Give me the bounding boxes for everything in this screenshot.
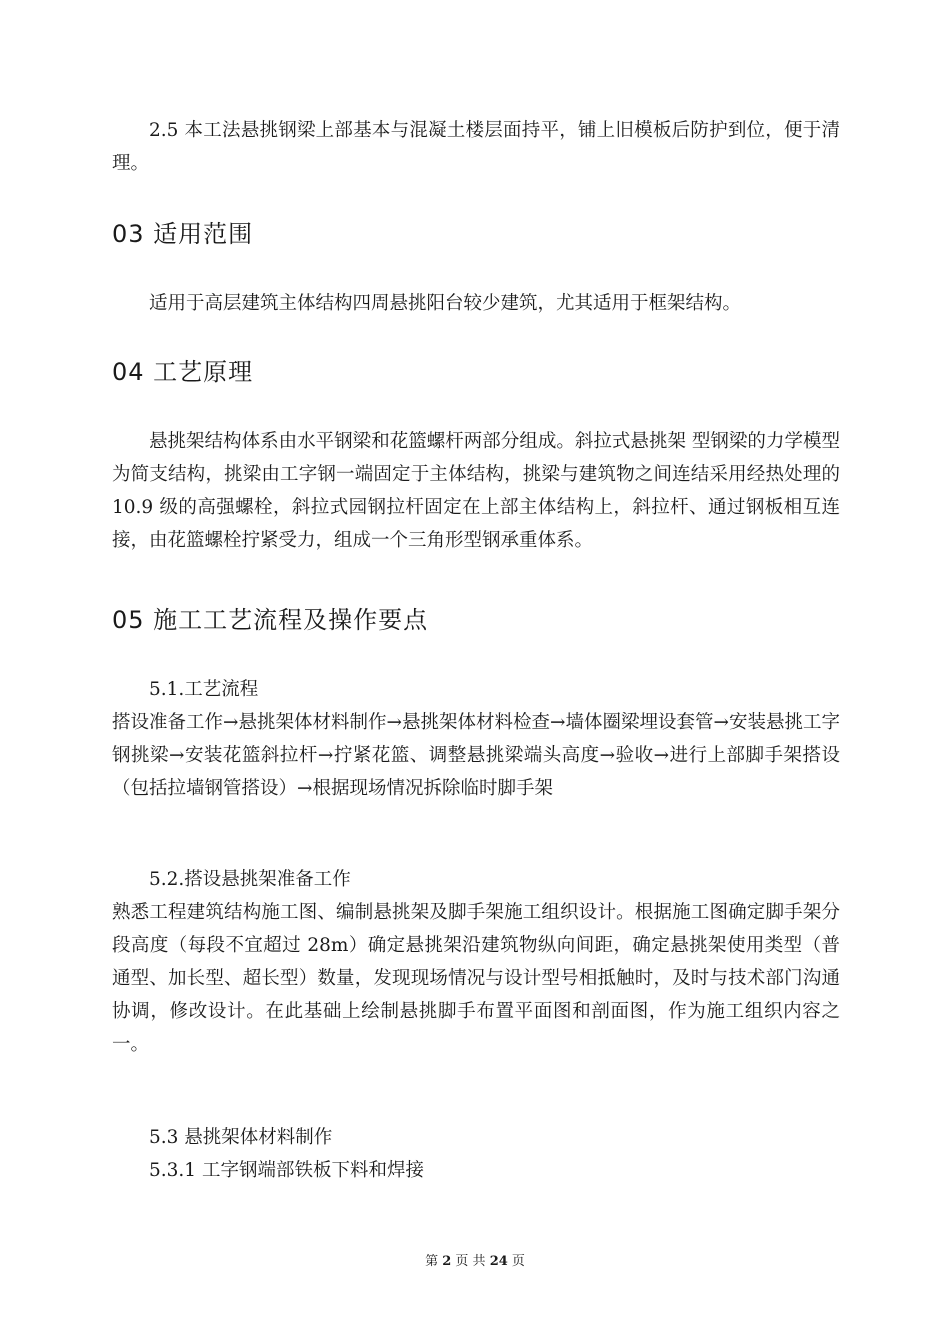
paragraph-principle: 悬挑架结构体系由水平钢梁和花篮螺杆两部分组成。斜拉式悬挑架 型钢梁的力学模型为简支结构，挑梁由工字钢一端固定于主体结构，挑梁与建筑物之间连结采用经热处理的 10.9 级的高强螺栓，斜拉式园钢拉杆固定在上部主体结构上，斜拉杆、通过钢板相互连接，由花篮螺栓拧紧受力，组成一个三角形型钢承重体系。: [112, 431, 840, 551]
paragraph-2-5: 2.5 本工法悬挑钢梁上部基本与混凝土楼层面持平，铺上旧模板后防护到位，便于清理。: [112, 120, 840, 174]
heading-05: 05 施工工艺流程及操作要点: [112, 606, 429, 634]
subheading-5-3-1: 5.3.1 工字钢端部铁板下料和焊接: [149, 1160, 424, 1181]
footer-total-pages: 24: [489, 1254, 508, 1269]
footer-page-number: 2: [442, 1254, 452, 1269]
paragraph-5-1: 搭设准备工作→悬挑架体材料制作→悬挑架体材料检查→墙体圈梁埋设套管→安装悬挑工字钢挑梁→安装花篮斜拉杆→拧紧花篮、调整悬挑梁端头高度→验收→进行上部脚手架搭设（包括拉墙钢管搭设）→根据现场情况拆除临时脚手架: [112, 712, 841, 799]
heading-04: 04 工艺原理: [112, 358, 254, 386]
footer-suffix: 页: [511, 1254, 525, 1269]
footer-middle: 页 共: [455, 1254, 486, 1269]
footer-prefix: 第: [425, 1254, 439, 1269]
subheading-5-1: 5.1.工艺流程: [149, 679, 259, 700]
subheading-5-3: 5.3 悬挑架体材料制作: [149, 1127, 333, 1148]
paragraph-scope: 适用于高层建筑主体结构四周悬挑阳台较少建筑，尤其适用于框架结构。: [149, 293, 742, 314]
subheading-5-2: 5.2.搭设悬挑架准备工作: [149, 869, 351, 890]
paragraph-5-2: 熟悉工程建筑结构施工图、编制悬挑架及脚手架施工组织设计。根据施工图确定脚手架分段高度（每段不宜超过 28m）确定悬挑架沿建筑物纵向间距，确定悬挑架使用类型（普通型、加长型、超长型）数量，发现现场情况与设计型号相抵触时，及时与技术部门沟通协调，修改设计。在此基础上绘制悬挑脚手布置平面图和剖面图，作为施工组织内容之一。: [112, 902, 840, 1055]
page-footer: [0, 1250, 950, 1269]
heading-03: 03 适用范围: [112, 220, 254, 248]
